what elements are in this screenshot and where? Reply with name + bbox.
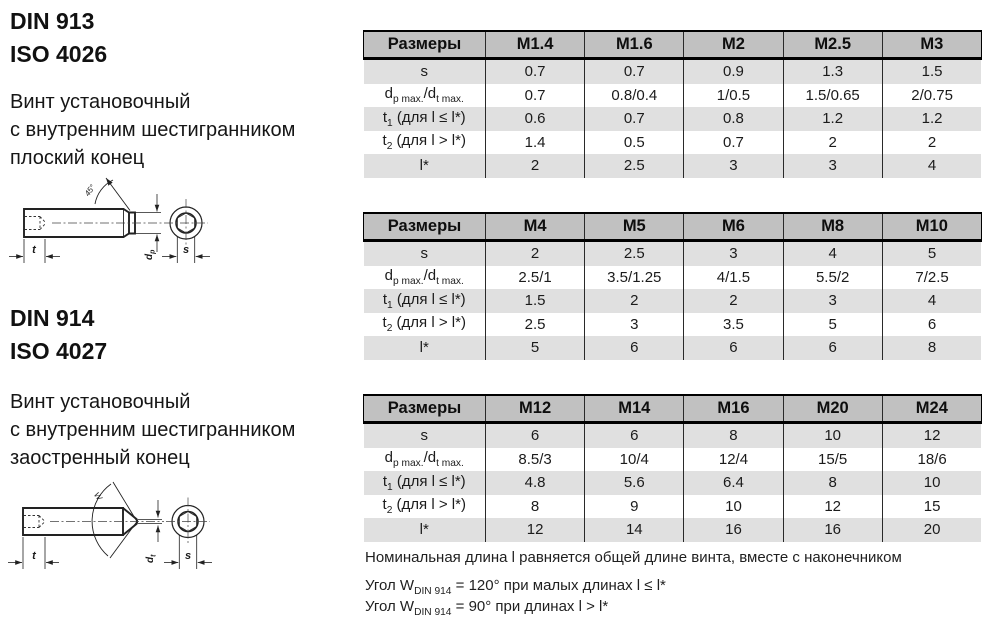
row-label-cell: l* [364, 154, 486, 178]
row-label-cell: l* [364, 518, 486, 542]
row-label-cell: s [364, 241, 486, 266]
table-row [364, 471, 982, 495]
value-cell: 20 [882, 518, 981, 542]
row-label-cell: $t_2$ (для l > l*) [364, 131, 486, 155]
value-cell: 2/0.75 [882, 84, 981, 108]
s-dimension-label: s [184, 550, 192, 562]
value-cell: 9 [585, 495, 684, 519]
dt-label-base: d [145, 556, 156, 563]
s-dimension-label: s [182, 244, 190, 256]
value-cell: 5 [486, 336, 585, 360]
din913-title-block [10, 5, 107, 71]
table-header-row [364, 213, 982, 241]
sizes-header-cell: Размеры [364, 395, 486, 423]
value-cell: 12/4 [684, 448, 783, 472]
value-cell: 8 [783, 471, 882, 495]
value-cell: 0.7 [585, 59, 684, 84]
thread-size-header-cell: M2 [684, 31, 783, 59]
value-cell: 5.5/2 [783, 266, 882, 290]
din914-iso-title: ISO 4027 [10, 338, 108, 364]
table-row [364, 423, 982, 448]
value-cell: 1.3 [783, 59, 882, 84]
thread-size-header-cell: M5 [585, 213, 684, 241]
table-row [364, 289, 982, 313]
thread-size-header-cell: M1.6 [585, 31, 684, 59]
value-cell: 7/2.5 [882, 266, 981, 290]
description-line: Винт установочный [10, 391, 191, 413]
value-cell: 1.2 [783, 107, 882, 131]
value-cell: 15/5 [783, 448, 882, 472]
din914-title-block [10, 302, 107, 368]
row-label-cell: $d_{p max.}/d_{t max.}$ [364, 266, 486, 290]
value-cell: 14 [585, 518, 684, 542]
value-cell: 4/1.5 [684, 266, 783, 290]
value-cell: 0.5 [585, 131, 684, 155]
thread-size-header-cell: M10 [882, 213, 981, 241]
footnote-nominal-length: Номинальная длина l равняется общей длине винта, вместе с наконечником [365, 549, 902, 566]
value-cell: 1.2 [882, 107, 981, 131]
value-cell: 3 [684, 154, 783, 178]
flat-point-screw-drawing [0, 163, 230, 268]
table-row [364, 448, 982, 472]
value-cell: 3.5/1.25 [585, 266, 684, 290]
t-dimension-label: t [32, 550, 36, 562]
row-label-cell: $t_1$ (для l ≤ l*) [364, 471, 486, 495]
table-row [364, 336, 982, 360]
description-line: плоский конец [10, 147, 145, 169]
value-cell: 1.5 [882, 59, 981, 84]
value-cell: 0.6 [486, 107, 585, 131]
hex-socket-hidden-lines [24, 516, 46, 528]
cone-point-screw-drawing [0, 470, 230, 575]
table-row [364, 107, 982, 131]
value-cell: 4 [882, 154, 981, 178]
size-table-m1.4-m3 [363, 30, 981, 178]
end-view [162, 199, 210, 263]
thread-size-header-cell: M6 [684, 213, 783, 241]
description-line: Винт установочный [10, 91, 191, 113]
value-cell: 5 [882, 241, 981, 266]
value-cell: 16 [783, 518, 882, 542]
thread-size-header-cell: M3 [882, 31, 981, 59]
thread-size-header-cell: M4 [486, 213, 585, 241]
description-line: с внутренним шестигранником [10, 419, 296, 441]
thread-size-header-cell: M2.5 [783, 31, 882, 59]
value-cell: 8 [882, 336, 981, 360]
value-cell: 1.5 [486, 289, 585, 313]
table-row [364, 313, 982, 337]
value-cell: 0.9 [684, 59, 783, 84]
dt-label-sub: t [150, 554, 158, 557]
value-cell: 8.5/3 [486, 448, 585, 472]
value-cell: 6 [783, 336, 882, 360]
table-row [364, 84, 982, 108]
value-cell: 1.4 [486, 131, 585, 155]
value-cell: 4 [882, 289, 981, 313]
value-cell: 12 [486, 518, 585, 542]
row-label-cell: $t_2$ (для l > l*) [364, 313, 486, 337]
table-row [364, 59, 982, 84]
dt-dimension-label [145, 554, 158, 563]
value-cell: 0.8 [684, 107, 783, 131]
value-cell: 6 [882, 313, 981, 337]
dp-label-sub: p [149, 249, 157, 254]
thread-size-header-cell: M14 [585, 395, 684, 423]
value-cell: 6 [585, 423, 684, 448]
din913-iso-title: ISO 4026 [10, 41, 108, 67]
end-view [164, 498, 212, 570]
table-row [364, 131, 982, 155]
footnote-angle-120: Угол $W_{DIN 914} = 120^\circ$ при малых длинах l ≤ l* [365, 577, 666, 597]
value-cell: 10 [783, 423, 882, 448]
value-cell: 5 [783, 313, 882, 337]
row-label-cell: s [364, 423, 486, 448]
table-row [364, 266, 982, 290]
value-cell: 8 [684, 423, 783, 448]
dimension-table [363, 394, 982, 542]
row-label-cell: s [364, 59, 486, 84]
value-cell: 2.5/1 [486, 266, 585, 290]
thread-size-header-cell: M24 [882, 395, 981, 423]
table-row [364, 241, 982, 266]
side-view [24, 178, 164, 237]
t-dimension-label: t [32, 244, 36, 256]
left-panel [0, 0, 360, 628]
value-cell: 8 [486, 495, 585, 519]
dimensions [9, 194, 161, 263]
sizes-header-cell: Размеры [364, 31, 486, 59]
value-cell: 2 [585, 289, 684, 313]
table-header-row [364, 31, 982, 59]
value-cell: 0.7 [486, 84, 585, 108]
din914-standard-title: DIN 914 [10, 305, 95, 331]
dimension-table [363, 212, 982, 360]
dp-label-base: d [144, 253, 155, 260]
row-label-cell: $d_{p max.}/d_{t max.}$ [364, 84, 486, 108]
description-line: заостренный конец [10, 447, 190, 469]
value-cell: 15 [882, 495, 981, 519]
value-cell: 1/0.5 [684, 84, 783, 108]
row-label-cell: $t_2$ (для l > l*) [364, 495, 486, 519]
value-cell: 3 [585, 313, 684, 337]
sizes-header-cell: Размеры [364, 213, 486, 241]
table-row [364, 154, 982, 178]
table-row [364, 495, 982, 519]
value-cell: 0.7 [486, 59, 585, 84]
row-label-cell: $t_1$ (для l ≤ l*) [364, 107, 486, 131]
value-cell: 1.5/0.65 [783, 84, 882, 108]
value-cell: 3 [684, 241, 783, 266]
angle-w-label: W [92, 490, 104, 503]
row-label-cell: $d_{p max.}/d_{t max.}$ [364, 448, 486, 472]
cone-angle-callout [92, 482, 137, 558]
description-line: с внутренним шестигранником [10, 119, 296, 141]
din914-description [10, 388, 295, 472]
value-cell: 2 [783, 131, 882, 155]
side-view [23, 482, 164, 558]
table-row [364, 518, 982, 542]
thread-size-header-cell: M12 [486, 395, 585, 423]
value-cell: 0.8/0.4 [585, 84, 684, 108]
value-cell: 4.8 [486, 471, 585, 495]
value-cell: 6 [585, 336, 684, 360]
thread-size-header-cell: M20 [783, 395, 882, 423]
value-cell: 18/6 [882, 448, 981, 472]
value-cell: 10 [684, 495, 783, 519]
value-cell: 2 [684, 289, 783, 313]
hex-socket-hidden-lines [25, 217, 47, 230]
row-label-cell: l* [364, 336, 486, 360]
value-cell: 10/4 [585, 448, 684, 472]
footnote-angle-90: Угол $W_{DIN 914} = 90^\circ$ при длинах l > l* [365, 598, 609, 618]
thread-size-header-cell: M1.4 [486, 31, 585, 59]
din913-description [10, 88, 295, 172]
value-cell: 2.5 [585, 154, 684, 178]
size-table-m4-m10 [363, 212, 981, 360]
value-cell: 6 [486, 423, 585, 448]
value-cell: 2.5 [486, 313, 585, 337]
value-cell: 3.5 [684, 313, 783, 337]
value-cell: 16 [684, 518, 783, 542]
row-label-cell: $t_1$ (для l ≤ l*) [364, 289, 486, 313]
right-panel [363, 0, 984, 628]
table-header-row [364, 395, 982, 423]
value-cell: 2 [486, 241, 585, 266]
size-table-m12-m24 [363, 394, 981, 542]
value-cell: 2.5 [585, 241, 684, 266]
value-cell: 12 [882, 423, 981, 448]
dp-dimension-label [144, 249, 157, 260]
thread-size-header-cell: M16 [684, 395, 783, 423]
value-cell: 5.6 [585, 471, 684, 495]
value-cell: 2 [882, 131, 981, 155]
value-cell: 6 [684, 336, 783, 360]
dimension-table [363, 30, 982, 178]
thread-size-header-cell: M8 [783, 213, 882, 241]
value-cell: 3 [783, 289, 882, 313]
value-cell: 6.4 [684, 471, 783, 495]
value-cell: 12 [783, 495, 882, 519]
din913-standard-title: DIN 913 [10, 8, 95, 34]
value-cell: 3 [783, 154, 882, 178]
value-cell: 10 [882, 471, 981, 495]
chamfer-angle-callout [83, 178, 130, 211]
value-cell: 0.7 [585, 107, 684, 131]
value-cell: 4 [783, 241, 882, 266]
value-cell: 0.7 [684, 131, 783, 155]
angle-45-label: 45° [82, 182, 98, 198]
value-cell: 2 [486, 154, 585, 178]
